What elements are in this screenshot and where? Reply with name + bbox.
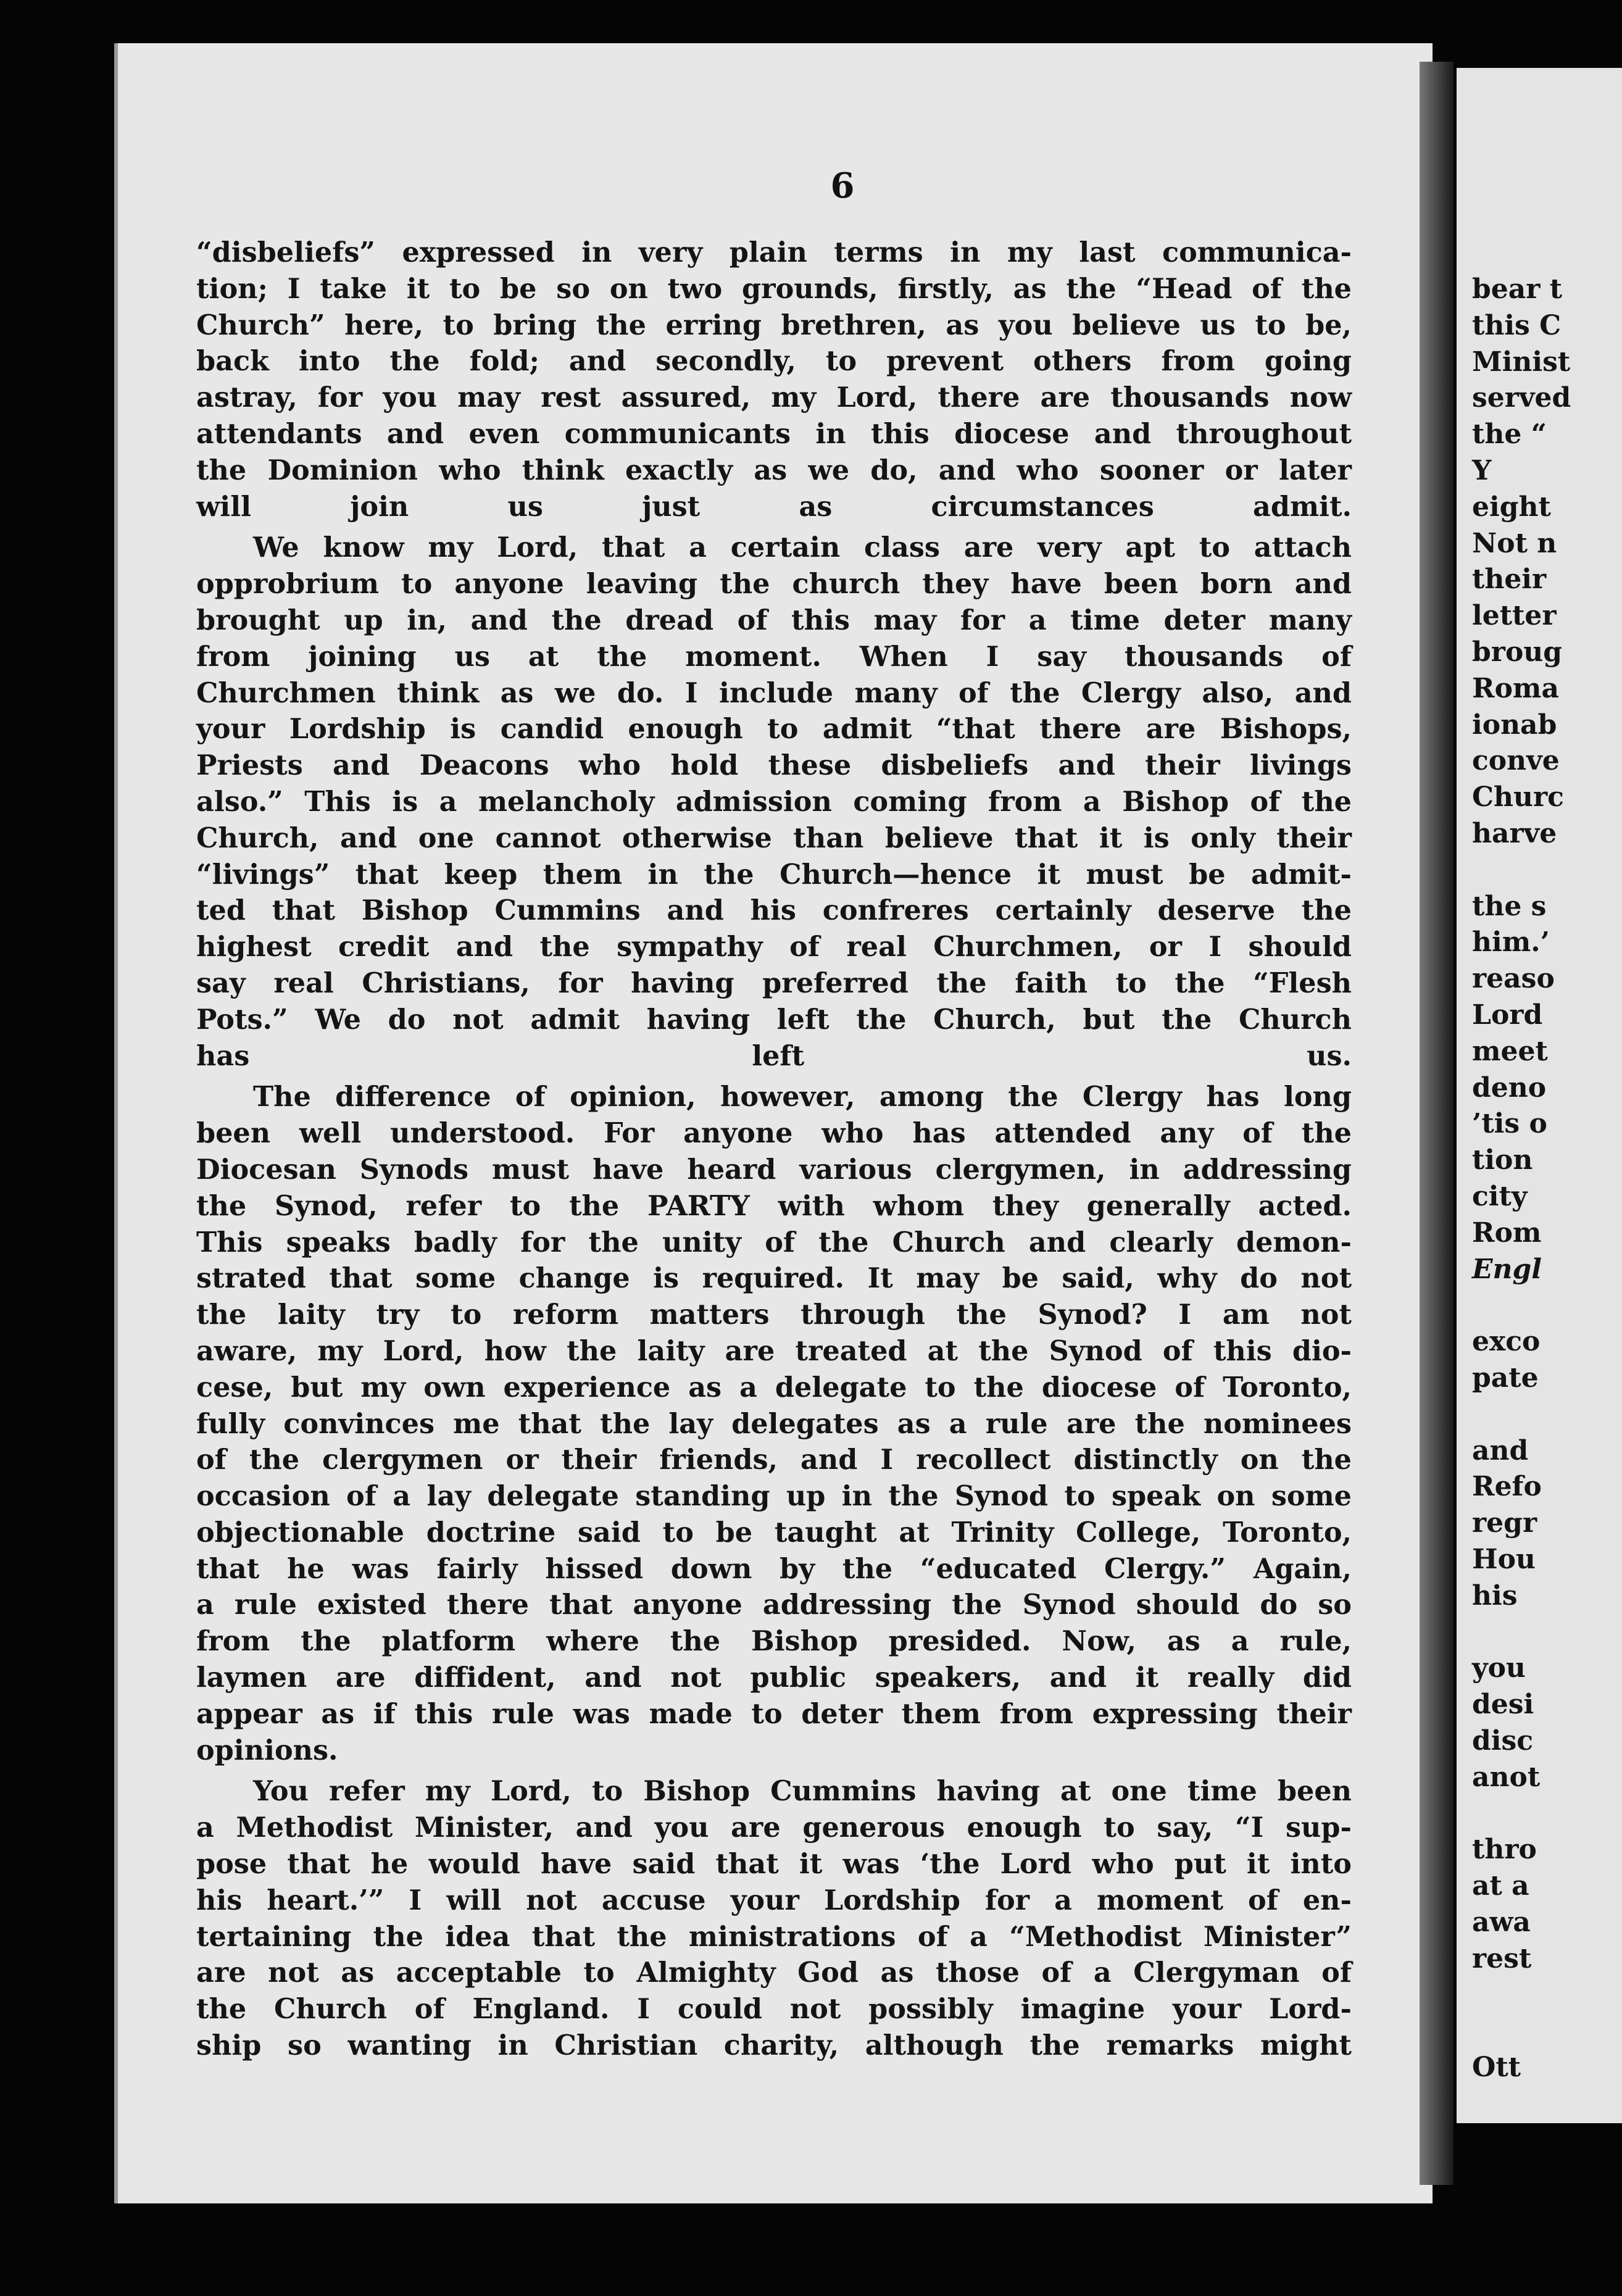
text-line: Churchmen think as we do. I include many of the Clergy also, and <box>196 676 1352 709</box>
right-page-fragment: rest <box>1472 1942 1532 1974</box>
right-page-fragment: served <box>1472 382 1571 414</box>
text-line: attendants and even communicants in this diocese and throughout <box>196 417 1352 450</box>
right-page-fragment: the s <box>1472 890 1547 922</box>
text-line: highest credit and the sympathy of real Churchmen, or I should <box>196 931 1352 963</box>
right-page-fragment <box>1472 852 1620 889</box>
right-page-fragment: Lord <box>1472 999 1543 1031</box>
text-line: Church” here, to bring the erring brethren, as you believe us to be, <box>196 309 1352 341</box>
text-line: We know my Lord, that a certain class are very apt to attach <box>253 531 1352 564</box>
body-text <box>196 235 1352 2069</box>
text-line: say real Christians, for having preferred the faith to the “Flesh <box>196 967 1352 999</box>
text-line: from the platform where the Bishop presided. Now, as a rule, <box>196 1625 1352 1658</box>
right-page-fragment: broug <box>1472 636 1563 668</box>
right-page-fragment: Y <box>1472 454 1492 486</box>
right-page <box>1457 68 1622 2123</box>
text-line: The difference of opinion, however, among the Clergy has long <box>253 1081 1352 1113</box>
text-line: “disbeliefs” expressed in very plain terms in my last communica- <box>196 236 1352 268</box>
right-page-fragment <box>1472 1614 1620 1650</box>
right-page-fragment <box>1472 1287 1620 1324</box>
right-page-fragment: meet <box>1472 1035 1548 1067</box>
right-page-text <box>1472 272 1620 2086</box>
paragraph <box>196 1079 1352 1768</box>
text-line: from joining us at the moment. When I say thousands of <box>196 640 1352 673</box>
text-line: ted that Bishop Cummins and his confreres certainly deserve the <box>196 894 1352 927</box>
right-page-fragment: Hou <box>1472 1543 1536 1575</box>
right-page-fragment <box>1472 1795 1620 1832</box>
text-line: objectionable doctrine said to be taught at Trinity College, Toronto, <box>196 1516 1352 1549</box>
text-line: pose that he would have said that it was ‘the Lord who put it into <box>196 1848 1352 1881</box>
right-page-fragment: their <box>1472 564 1547 596</box>
text-line: the Church of England. I could not possibly imagine your Lord- <box>196 1993 1352 2026</box>
text-line: has left us. <box>196 1039 1352 1072</box>
text-line: cese, but my own experience as a delegate to the diocese of Toronto, <box>196 1371 1352 1404</box>
right-page-fragment: his <box>1472 1579 1518 1612</box>
text-line: opprobrium to anyone leaving the church they have been born and <box>196 568 1352 601</box>
paragraph <box>196 530 1352 1074</box>
text-line: tertaining the idea that the ministrations of a “Methodist Minister” <box>196 1920 1352 1953</box>
text-line: tion; I take it to be so on two grounds, firstly, as the “Head of the <box>196 272 1352 305</box>
right-page-fragment: awa <box>1472 1906 1531 1938</box>
text-line: Priests and Deacons who hold these disbeliefs and their livings <box>196 749 1352 782</box>
right-page-fragment: at a <box>1472 1870 1529 1902</box>
text-line: that he was fairly hissed down by the “educated Clergy.” Again, <box>196 1552 1352 1585</box>
text-line: occasion of a lay delegate standing up in the Synod to speak on some <box>196 1480 1352 1513</box>
page-number: 6 <box>830 165 855 206</box>
paragraph <box>196 235 1352 525</box>
right-page-fragment: him.’ <box>1472 926 1550 959</box>
text-line: back into the fold; and secondly, to prevent others from going <box>196 345 1352 378</box>
right-page-fragment: letter <box>1472 600 1557 632</box>
right-page-fragment: desi <box>1472 1689 1534 1721</box>
text-line: Church, and one cannot otherwise than believe that it is only their <box>196 821 1352 854</box>
text-line: will join us just as circumstances admit. <box>196 490 1352 523</box>
text-line: the Synod, refer to the PARTY with whom they generally acted. <box>196 1189 1352 1222</box>
right-page-fragment: Rom <box>1472 1217 1542 1249</box>
text-line: are not as acceptable to Almighty God as those of a Clergyman of <box>196 1957 1352 1989</box>
right-page-fragment: bear t <box>1472 273 1563 305</box>
text-line: aware, my Lord, how the laity are treated at the Synod of this dio- <box>196 1334 1352 1367</box>
right-page-fragment: you <box>1472 1652 1526 1684</box>
text-line: been well understood. For anyone who has attended any of the <box>196 1117 1352 1150</box>
right-page-fragment: anot <box>1472 1761 1541 1793</box>
right-page-fragment <box>1472 2013 1620 2050</box>
text-line: his heart.’” I will not accuse your Lordship for a moment of en- <box>196 1884 1352 1916</box>
text-line: your Lordship is candid enough to admit “that there are Bishops, <box>196 713 1352 746</box>
text-line: You refer my Lord, to Bishop Cummins having at one time been <box>253 1775 1352 1808</box>
right-page-fragment: Ott <box>1472 2052 1521 2084</box>
paragraph <box>196 1773 1352 2063</box>
text-line: appear as if this rule was made to deter them from expressing their <box>196 1697 1352 1730</box>
text-line: This speaks badly for the unity of the Church and clearly demon- <box>196 1226 1352 1258</box>
text-line: strated that some change is required. It may be said, why do not <box>196 1262 1352 1295</box>
right-page-fragment: Roma <box>1472 672 1559 704</box>
text-line: ship so wanting in Christian charity, although the remarks might <box>196 2029 1352 2062</box>
text-line: astray, for you may rest assured, my Lord, there are thousands now <box>196 381 1352 414</box>
right-page-fragment <box>1472 1977 1620 2013</box>
right-page-fragment: tion <box>1472 1144 1533 1176</box>
right-page-fragment: Churc <box>1472 781 1564 813</box>
right-page-fragment: exco <box>1472 1326 1541 1358</box>
right-page-fragment: harve <box>1472 817 1557 849</box>
right-page-fragment: reaso <box>1472 963 1555 995</box>
right-page-fragment: ionab <box>1472 709 1557 741</box>
text-line: a rule existed there that anyone addressing the Synod should do so <box>196 1589 1352 1621</box>
text-line: Diocesan Synods must have heard various clergymen, in addressing <box>196 1153 1352 1186</box>
right-page-fragment: pate <box>1472 1362 1539 1394</box>
right-page-fragment: Engl <box>1472 1253 1542 1285</box>
page-gutter-shadow <box>1420 62 1454 2185</box>
text-line: the Dominion who think exactly as we do, and who sooner or later <box>196 454 1352 486</box>
right-page-fragment: disc <box>1472 1724 1534 1757</box>
right-page-fragment: thro <box>1472 1834 1537 1866</box>
right-page-fragment: conve <box>1472 745 1560 777</box>
text-line: also.” This is a melancholy admission coming from a Bishop of the <box>196 785 1352 818</box>
text-line: of the clergymen or their friends, and I recollect distinctly on the <box>196 1444 1352 1476</box>
right-page-fragment: and <box>1472 1434 1529 1466</box>
text-line: opinions. <box>196 1734 338 1766</box>
right-page-fragment: eight <box>1472 491 1551 523</box>
right-page-fragment: city <box>1472 1180 1528 1212</box>
text-line: fully convinces me that the lay delegates as a rule are the nominees <box>196 1407 1352 1440</box>
right-page-fragment: the “ <box>1472 418 1547 451</box>
right-page-fragment: Not n <box>1472 527 1557 559</box>
right-page-fragment: regr <box>1472 1507 1537 1539</box>
right-page-fragment: Refo <box>1472 1471 1542 1503</box>
text-line: Pots.” We do not admit having left the Church, but the Church <box>196 1003 1352 1036</box>
text-line: the laity try to reform matters through the Synod? I am not <box>196 1299 1352 1331</box>
right-page-fragment: this C <box>1472 309 1562 341</box>
right-page-fragment <box>1472 1397 1620 1433</box>
text-line: brought up in, and the dread of this may for a time deter many <box>196 604 1352 636</box>
right-page-fragment: Minist <box>1472 346 1571 378</box>
text-line: laymen are diffident, and not public speakers, and it really did <box>196 1662 1352 1694</box>
right-page-fragment: ’tis o <box>1472 1108 1547 1140</box>
right-page-fragment: deno <box>1472 1071 1547 1104</box>
text-line: “livings” that keep them in the Church—hence it must be admit- <box>196 858 1352 891</box>
text-line: a Methodist Minister, and you are generous enough to say, “I sup- <box>196 1811 1352 1844</box>
